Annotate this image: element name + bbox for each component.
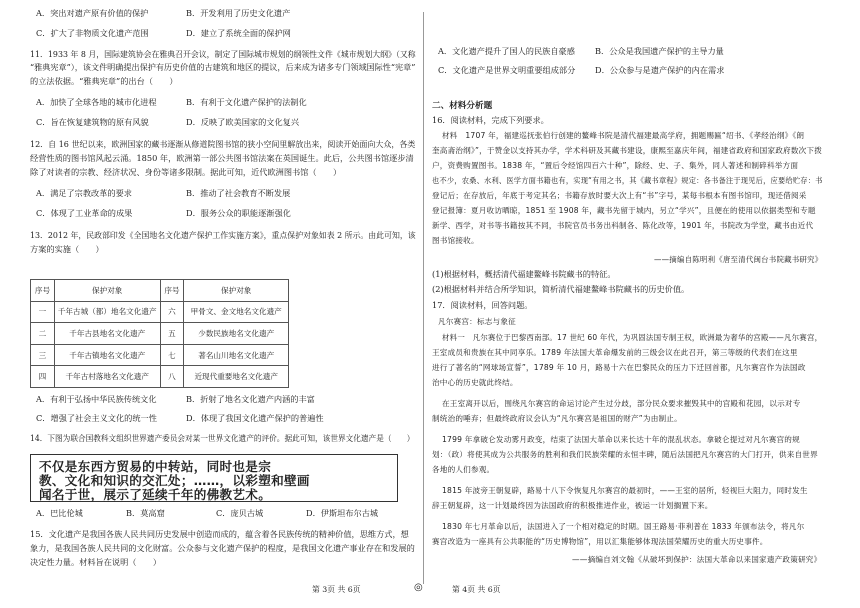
q17-subtitle: 凡尔赛宫：标志与象征 (438, 317, 516, 326)
q17-m5-line-1: 1830 年七月革命以后，法国进入了一个相对稳定的时期。国王路易·菲利普在 1833 年颁布法令，将凡尔 (442, 522, 805, 531)
page-4-column (432, 0, 822, 608)
table-cell: 七 (160, 344, 184, 366)
q15-option-c[interactable]: C．文化遗产是世界文明重要组成部分 (438, 65, 576, 75)
q16-stem: 16．阅读材料，完成下列要求。 (432, 115, 549, 125)
q12-option-b[interactable]: B．推动了社会教育不断发展 (186, 188, 291, 198)
q12-option-d[interactable]: D．服务公众的职能逐渐强化 (186, 208, 291, 218)
q10-option-b[interactable]: B．开发利用了历史文化遗产 (186, 8, 291, 18)
q17-m1-line-4: 治中心的历史就此终结。 (432, 378, 518, 387)
protection-table (30, 279, 289, 388)
q10-option-c[interactable]: C．扩大了非物质文化遗产范围 (36, 28, 149, 38)
table-cell: 二 (31, 323, 55, 345)
q16-requirement-1: (1)根据材料，概括清代福建鳌峰书院藏书的特征。 (432, 269, 616, 279)
q10-option-d[interactable]: D．建立了系统全面的保护网 (186, 28, 291, 38)
q12-stem-line-1: 12．自 16 世纪以来，欧洲国家的藏书逐渐从修道院图书馆的狭小空间里解放出来，阅读开始面向大众，各类 (30, 139, 416, 149)
page-3-column (30, 0, 415, 608)
table-header: 保护对象 (54, 280, 160, 302)
q14-option-a[interactable]: A．巴比伦城 (36, 508, 83, 518)
q16-material-line-4: 也不少，农桑、水利、医学方面书籍也有，实现“有用之书，其《藏书章程》规定：各书备注于现见后，应要给贮存：书 (432, 176, 823, 185)
q17-m3-line-2: 划：（政）将使其成为公共服务的胜利和我们民族荣耀的永恒丰碑，随后法国把凡尔赛宫的大门打开，供来自世界 (432, 450, 818, 459)
table-cell: 千年古镇地名文化遗产 (54, 344, 160, 366)
q16-material-line-7: 新学、西学，对书等书籍按其不同，书院官员书务出科制各、陈化改等，1901 年，书院改为学堂，藏书由近代 (432, 221, 814, 230)
q16-source: ——摘编自陈明利《唐至清代闽台书院藏书研究》 (654, 255, 823, 264)
q15-option-d[interactable]: D．公众参与是遗产保护的内在需求 (595, 65, 725, 75)
table-cell: 一 (31, 301, 55, 323)
table-cell: 八 (160, 366, 184, 388)
table-row (31, 323, 289, 345)
table-cell: 千年古城（都）地名文化遗产 (54, 301, 160, 323)
table-row (31, 301, 289, 323)
q10-option-a[interactable]: A．突出对遗产原有价值的保护 (36, 8, 149, 18)
column-divider (423, 12, 424, 584)
q17-m5-line-2: 赛宫改造为一座具有公共职能的“历史博物馆”，用以汇集能够体现法国荣耀历史的重大历史事件。 (432, 537, 768, 546)
q17-stem: 17．阅读材料，回答问题。 (432, 300, 533, 310)
q13-option-a[interactable]: A．有利于弘扬中华民族传统文化 (36, 394, 157, 404)
q11-stem-line-3: 的立法依据。“雅典宪章”的出台（ ） (30, 76, 178, 86)
q17-m2-line-1: 在王室离开以后，围绕凡尔赛宫的命运讨论产生过分歧，部分民众要求摧毁其中的宫殿和花园，以示对专 (442, 399, 801, 408)
q11-stem-line-1: 11．1933 年 8 月，国际建筑协会在雅典召开会议，制定了国际城市规划的纲领性文件《城市规划大纲》（又称 (30, 49, 416, 59)
quote-line-1: 不仅是东西方贸易的中转站，同时也是宗 (39, 459, 272, 474)
q12-stem-line-3: 除了对读者的宗教、经济状况、身份等诸多限制。据此可知，近代欧洲图书馆（ ） (30, 167, 342, 177)
q17-m3-line-1: 1799 年拿破仑发动雾月政变，结束了法国大革命以来长达十年的混乱状态。拿破仑提过对凡尔赛宫的规 (442, 435, 800, 444)
q16-material-line-8: 图书馆接收。 (432, 236, 479, 245)
q15-option-a[interactable]: A．文化遗产提升了国人的民族自豪感 (438, 46, 575, 56)
table-cell: 甲骨文、金文地名文化遗产 (184, 301, 289, 323)
quote-line-3: 闻名于世，展示了延续千年的佛教艺术。 (39, 487, 272, 502)
q12-option-c[interactable]: C．体现了工业革命的成果 (36, 208, 133, 218)
page-number-3: 第 3页 共 6页 (312, 585, 361, 594)
q16-material-line-1: 材料 1707 年，福建巡抚张伯行创建的鳌峰书院是清代福建最高学府，拥题赐匾“绍书、《孝经治纲》《朗 (442, 131, 805, 140)
page-number-4: 第 4页 共 6页 (452, 585, 501, 594)
q15-stem-line-2: 象力，是我国各族人民共同的文化财富。公众参与文化遗产保护的程度，是我国文化遗产事业存在和发展的 (30, 543, 415, 553)
table-header: 序号 (160, 280, 184, 302)
table-cell: 千年古村落地名文化遗产 (54, 366, 160, 388)
q17-m4-line-2: 辞王朝复辟，这一计划最终因为法国政府的积极推进作业，被运一计划搁置下来。 (432, 501, 713, 510)
q17-m2-line-2: 制统治的唾弃；但最终政府议会认为“凡尔赛宫是祖国的财产”为由制止。 (432, 414, 682, 423)
quote-line-2: 教、文化和知识的交汇处；……，以彩塑和壁画 (39, 473, 310, 488)
table-cell: 少数民族地名文化遗产 (184, 323, 289, 345)
q14-option-c[interactable]: C．庞贝古城 (216, 508, 264, 518)
table-header: 保护对象 (184, 280, 289, 302)
q13-stem-line-1: 13．2012 年，民政部印发《全国地名文化遗产保护工作实施方案》，重点保护对象如表 2 所示。由此可知，该 (30, 230, 416, 240)
table-header: 序号 (31, 280, 55, 302)
section-title: 二、材料分析题 (432, 101, 493, 111)
table-header-row (31, 280, 289, 302)
heritage-evaluation-box (30, 454, 398, 502)
q17-m1-line-3: 进行了著名的“网球场宣誓”，1789 年 10 月，路易十六在巴黎民众的压力下迁回首都，凡尔赛宫作为法国政 (432, 363, 806, 372)
q17-m4-line-1: 1815 年波旁王朝复辟，路易十八下令恢复凡尔赛宫的最初时，——王室的居所，轻视巨大阻力，同时发生 (442, 486, 808, 495)
table-cell: 六 (160, 301, 184, 323)
q16-material-line-5: 登记后；在存放后，年底于考定其名；书籍存放时要大次上有“书”字号，某每书根本有图书馆印，现还借阅采 (432, 191, 807, 200)
q16-material-line-2: 奎高斋治纲》”，于赞金以支持其办学，学术科研及其藏书建设，康熙至嘉庆年间，福建省政府和国家政府数次下拨 (432, 146, 823, 155)
q16-material-line-6: 登记报簿：夏月收访晒晾，1851 至 1908 年，藏书先留于城内，另立“学兴”，且便在的使用以依据类型和专题 (432, 206, 816, 215)
q11-option-b[interactable]: B．有利于文化遗产保护的法制化 (186, 97, 307, 107)
q11-stem-line-2: “雅典宪章”），该文件明确提出保护有历史价值的古建筑和地区的提议，后来成为诸多专门领域国际性“宪章” (30, 62, 416, 72)
q14-option-d[interactable]: D．伊斯坦布尔古城 (306, 508, 379, 518)
q17-source: ——摘编自刘文翰《从破坏到保护：法国大革命以来国家遗产政策研究》 (572, 555, 822, 564)
q13-stem-line-2: 方案的实施（ ） (30, 244, 104, 254)
table-cell: 著名山川地名文化遗产 (184, 344, 289, 366)
q11-option-d[interactable]: D．反映了欧美国家的文化复兴 (186, 117, 300, 127)
q13-option-c[interactable]: C．增强了社会主义文化的统一性 (36, 413, 157, 423)
q12-stem-line-2: 经营性质的图书馆风起云涌。1850 年，欧洲第一部公共图书馆法案在英国诞生。此后，公共图书馆逐步清 (30, 153, 414, 163)
q11-option-c[interactable]: C．旨在恢复建筑物的原有风貌 (36, 117, 149, 127)
binding-mark-icon: ◎ (414, 582, 423, 593)
table-cell: 千年古县地名文化遗产 (54, 323, 160, 345)
q13-option-b[interactable]: B．折射了地名文化遗产内涵的丰富 (186, 394, 315, 404)
q14-option-b[interactable]: B．莫高窟 (126, 508, 165, 518)
q16-requirement-2: (2)根据材料并结合所学知识，简析清代福建鳌峰书院藏书的历史价值。 (432, 284, 690, 294)
table-row (31, 344, 289, 366)
table-cell: 近现代重要地名文化遗产 (184, 366, 289, 388)
table-row (31, 366, 289, 388)
table-cell: 四 (31, 366, 55, 388)
q16-material-line-3: 户，资费购置图书。1838 年，“置后令经馆四百六十种”，除经、史、子、集外，同人著述和制碎科举方面 (432, 161, 799, 170)
table-cell: 五 (160, 323, 184, 345)
q15-stem-line-1: 15．文化遗产是我国各族人民共同历史发展中创造而成的，蕴含着各民族传统的精神价值，思维方式，想 (30, 529, 409, 539)
q17-m1-line-1: 材料一 凡尔赛位于巴黎西南部。17 世纪 60 年代，为巩固法国专制王权，欧洲最为奢华的宫殿——凡尔赛宫， (442, 333, 823, 342)
q14-stem: 14．下图为联合国教科文组织世界遗产委员会对某一世界文化遗产的评价。据此可知，该世界文化遗产是（ ） (30, 433, 415, 443)
q13-option-d[interactable]: D．体现了我国文化遗产保护的普遍性 (186, 413, 324, 423)
table-cell: 三 (31, 344, 55, 366)
q12-option-a[interactable]: A．满足了宗教改革的要求 (36, 188, 132, 198)
q17-m1-line-2: 王室成员和贵族在其中同享乐。1789 年法国大革命爆发前的三级会议在此召开，第三等级的代表们在这里 (432, 348, 798, 357)
q15-stem-line-3: 决定性力量。材料旨在说明（ ） (30, 557, 162, 567)
q15-option-b[interactable]: B．公众是我国遗产保护的主导力量 (595, 46, 724, 56)
q11-option-a[interactable]: A．加快了全球各地的城市化进程 (36, 97, 157, 107)
q17-m3-line-3: 各地的人们参观。 (432, 465, 495, 474)
